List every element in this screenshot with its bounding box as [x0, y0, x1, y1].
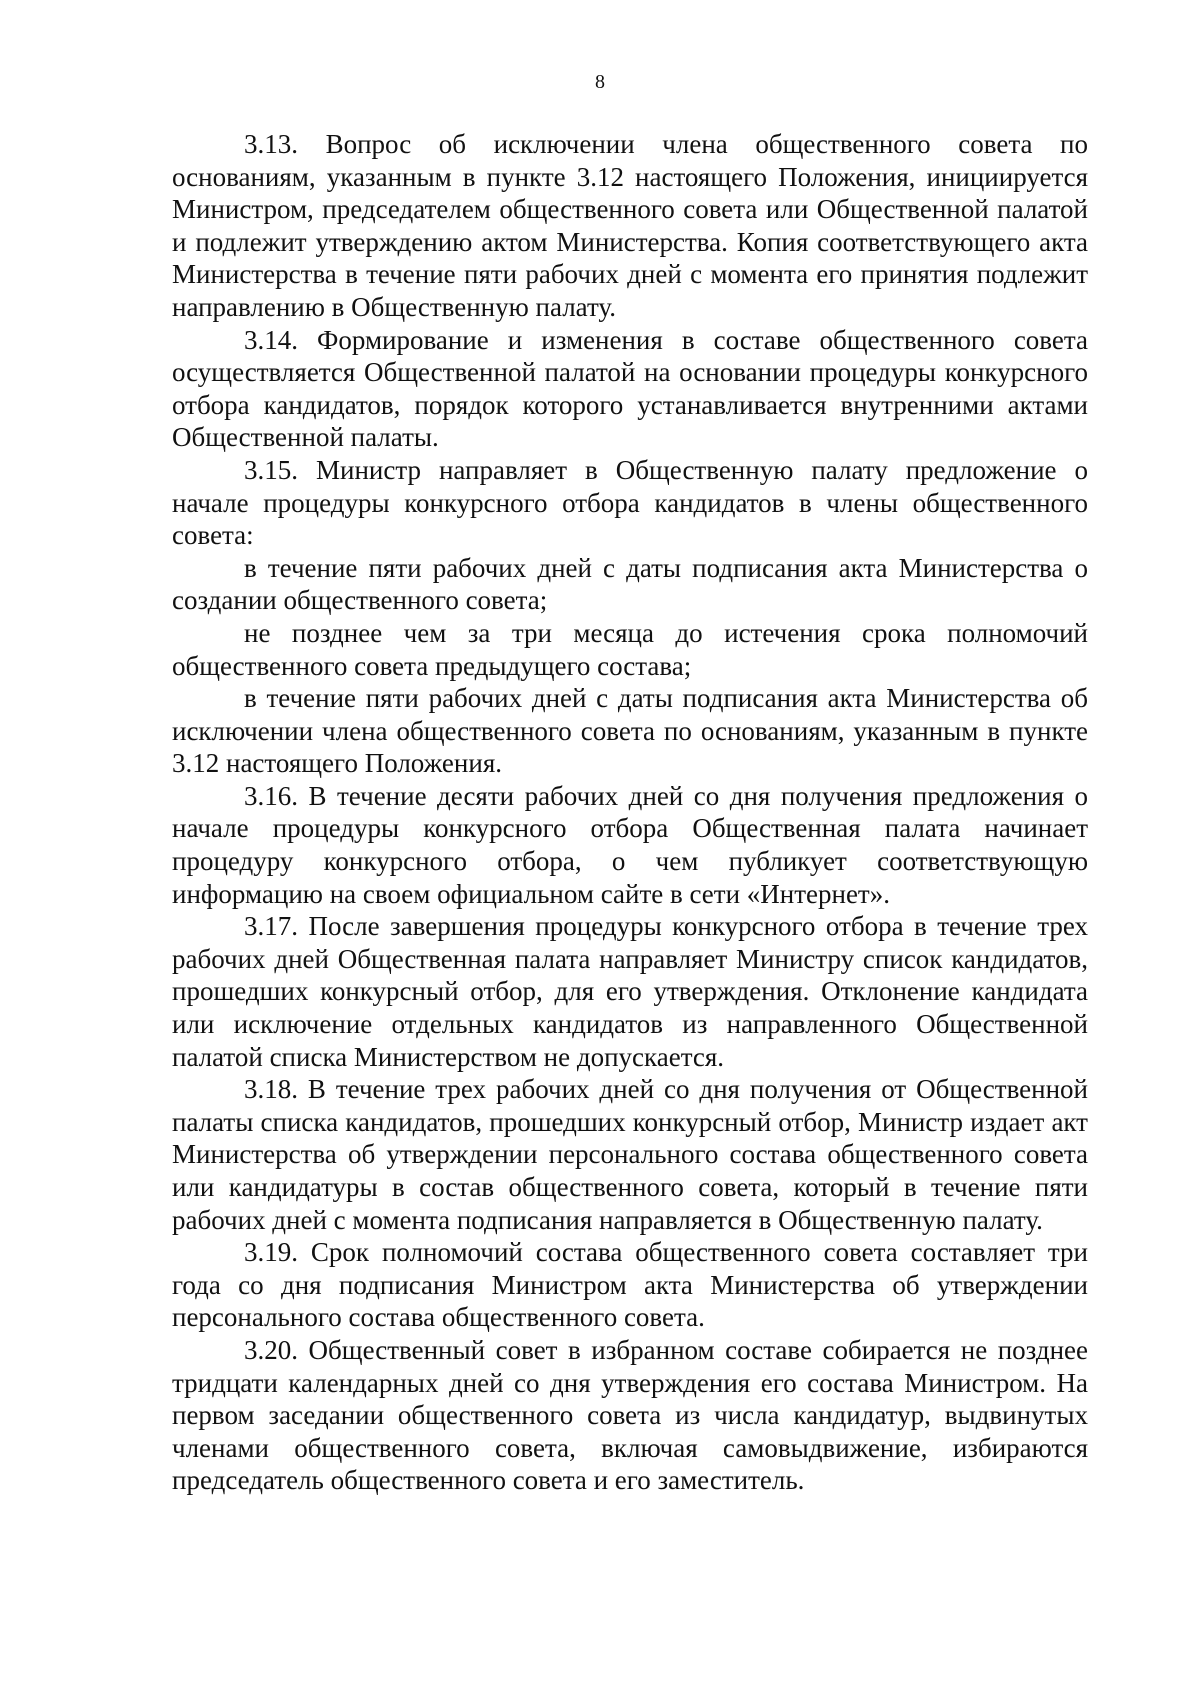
paragraph-3-15-item-2: не позднее чем за три месяца до истечения срока полномочий общественного совета предыдущего состава;: [172, 617, 1088, 681]
page-number: 8: [595, 71, 605, 93]
paragraph-3-14: 3.14. Формирование и изменения в составе общественного совета осуществляется Общественной палатой на основании процедуры конкурсного отбора кандидатов, порядок которого устанавливается внутренними актами Общественной палаты.: [172, 324, 1088, 453]
paragraph-3-20: 3.20. Общественный совет в избранном составе собирается не позднее тридцати календарных дней со дня утверждения его состава Министром. На первом заседании общественного совета из числа кандидатур, выдвинутых членами общественного совета, включая самовыдвижение, избираются председатель общественного совета и его заместитель.: [172, 1334, 1088, 1496]
paragraph-3-19: 3.19. Срок полномочий состава общественного совета составляет три года со дня подписания Министром акта Министерства об утверждении персонального состава общественного совета.: [172, 1237, 1088, 1333]
paragraph-3-16: 3.16. В течение десяти рабочих дней со дня получения предложения о начале процедуры конкурсного отбора Общественная палата начинает процедуру конкурсного отбора, о чем публикует соответствующую информацию на своем официальном сайте в сети «Интернет».: [172, 780, 1088, 909]
paragraph-3-17: 3.17. После завершения процедуры конкурсного отбора в течение трех рабочих дней Общественная палата направляет Министру список кандидатов, прошедших конкурсный отбор, для его утверждения. Отклонение кандидата или исключение отдельных кандидатов из направленного Общественной палатой списка Министерством не допускается.: [172, 911, 1088, 1072]
paragraph-3-15-item-3: в течение пяти рабочих дней с даты подписания акта Министерства об исключении члена общественного совета по основаниям, указанным в пункте 3.12 настоящего Положения.: [172, 683, 1088, 779]
paragraph-3-15-item-1: в течение пяти рабочих дней с даты подписания акта Министерства о создании общественного совета;: [172, 552, 1088, 616]
document-body: [172, 128, 1088, 1497]
paragraph-3-15: 3.15. Министр направляет в Общественную палату предложение о начале процедуры конкурсного отбора кандидатов в члены общественного совета:: [172, 454, 1088, 551]
paragraph-3-13: 3.13. Вопрос об исключении члена общественного совета по основаниям, указанным в пункте 3.12 настоящего Положения, инициируется Министром, председателем общественного совета или Общественной палатой и подлежит утверждению актом Министерства. Копия соответствующего акта Министерства в течение пяти рабочих дней с момента его принятия подлежит направлению в Общественную палату.: [172, 129, 1088, 322]
paragraph-3-18: 3.18. В течение трех рабочих дней со дня получения от Общественной палаты списка кандидатов, прошедших конкурсный отбор, Министр издает акт Министерства об утверждении персонального состава общественного совета или кандидатуры в состав общественного совета, который в течение пяти рабочих дней с момента подписания направляется в Общественную палату.: [172, 1074, 1088, 1235]
